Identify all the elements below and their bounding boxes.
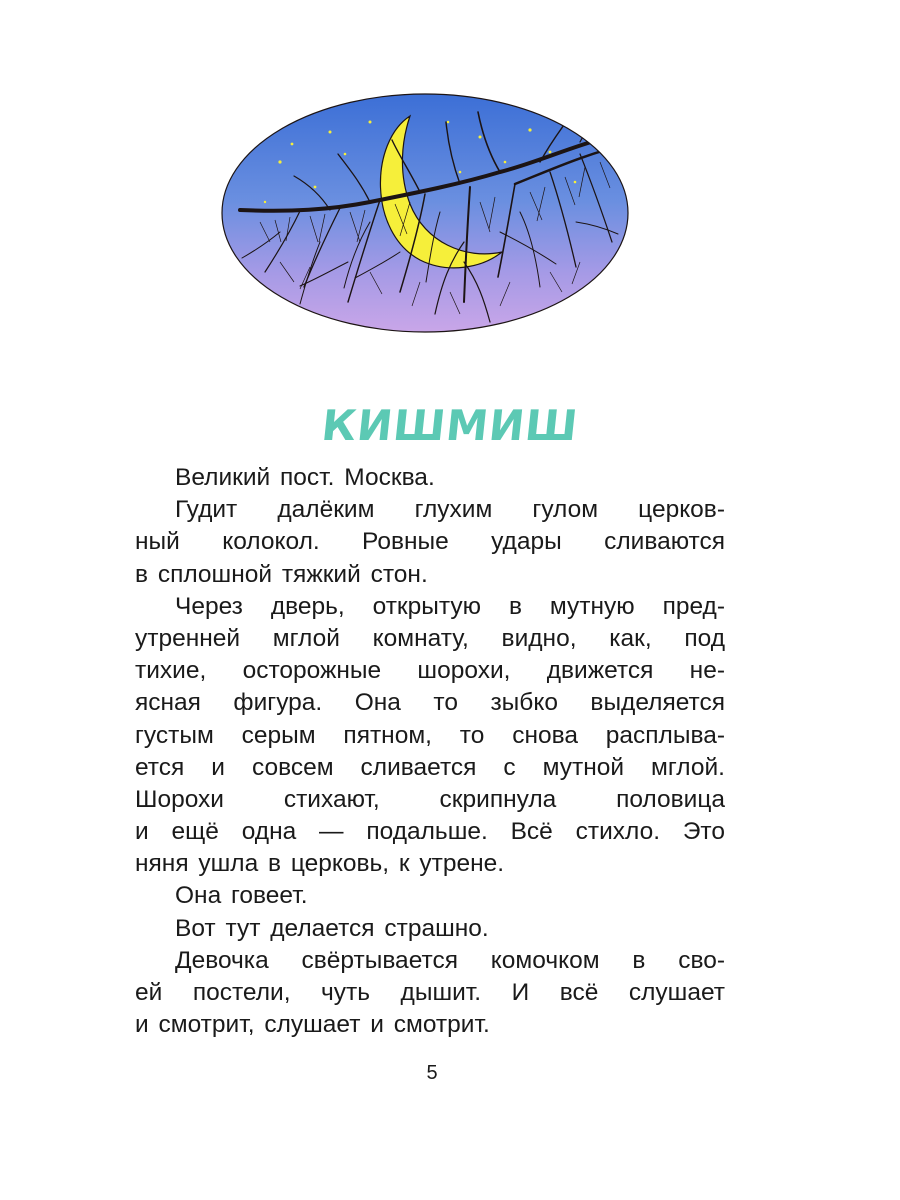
text-line: утренней мглой комнату, видно, как, под xyxy=(135,624,725,652)
paragraph xyxy=(135,880,725,912)
night-sky-illustration xyxy=(220,92,630,334)
text-line: ный колокол. Ровные удары сливаются xyxy=(135,528,725,556)
text-line: в сплошной тяжкий стон. xyxy=(135,560,428,588)
text-line: тихие, осторожные шорохи, движется не- xyxy=(135,657,725,685)
text-line: Гудит далёким глухим гулом церков- xyxy=(175,496,725,524)
paragraph xyxy=(135,913,725,945)
text-line: няня ушла в церковь, к утрене. xyxy=(135,850,505,878)
text-line: Вот тут делается страшно. xyxy=(175,914,489,942)
text-line: Шорохи стихают, скрипнула половица xyxy=(135,785,725,813)
text-line: Девочка свёртывается комочком в сво- xyxy=(175,946,725,974)
text-line: и ещё одна — подальше. Всё стихло. Это xyxy=(135,818,725,846)
text-line: Она говеет. xyxy=(175,882,308,910)
text-line: ется и совсем сливается с мутной мглой. xyxy=(135,753,725,781)
text-line: ей постели, чуть дышит. И всё слушает xyxy=(135,979,725,1006)
paragraph xyxy=(135,945,725,1042)
paragraph xyxy=(135,494,725,591)
paragraph xyxy=(135,591,725,881)
page-number: 5 xyxy=(426,1062,438,1084)
text-line: Через дверь, открытую в мутную пред- xyxy=(175,592,725,620)
text-line: Великий пост. Москва. xyxy=(175,464,435,491)
night-sky-crescent-moon-branches-icon xyxy=(220,92,630,334)
paragraph xyxy=(135,462,725,494)
text-line: ясная фигура. Она то зыбко выделяется xyxy=(135,689,725,717)
chapter-title: КИШМИШ xyxy=(319,401,581,450)
story-text xyxy=(135,462,725,1041)
text-line: густым серым пятном, то снова расплыва- xyxy=(135,721,725,749)
text-line: и смотрит, слушает и смотрит. xyxy=(135,1011,490,1039)
